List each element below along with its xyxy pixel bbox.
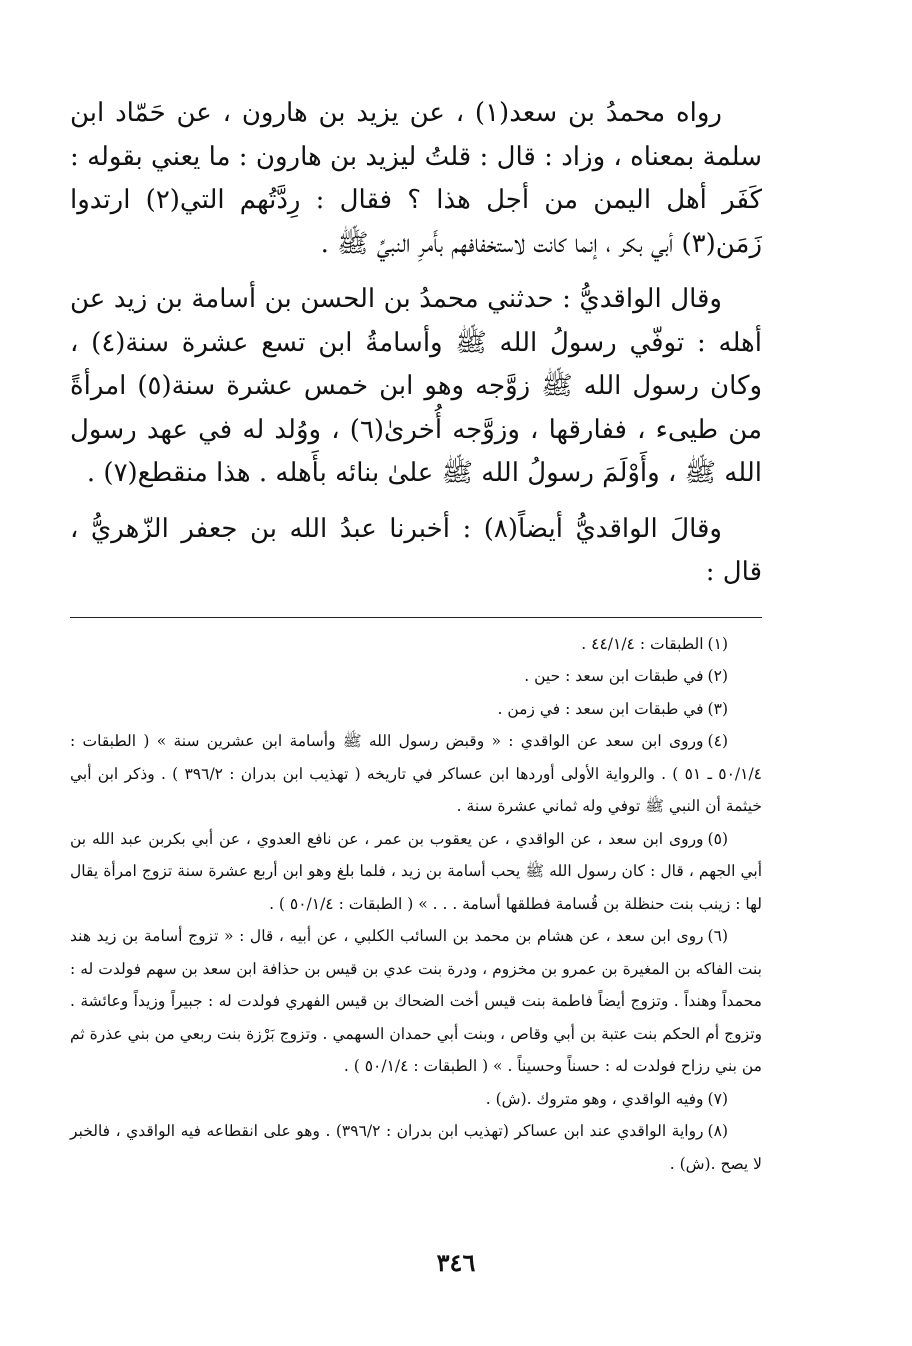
footnote-text: في طبقات ابن سعد : حين . <box>524 667 704 685</box>
page-content <box>70 92 762 1180</box>
body-paragraph-2: وقال الواقديُّ : حدثني محمدُ بن الحسن بن أسامة بن زيد عن أهله : توفّي رسولُ الله ﷺ وأسامةُ ابن تسع عشرة سنة(٤) ، وكان رسول الله ﷺ زوَّجه وهو ابن خمس عشرة سنة(٥) امرأةً من طيىء ، ففارقها ، وزوَّجه أُخرىٰ(٦) ، ووُلد له في عهد رسول الله ﷺ ، وأَوْلَمَ رسولُ الله ﷺ علىٰ بنائه بأَهله . هذا منقطع(٧) . <box>70 284 762 488</box>
footnote-8 <box>70 1115 762 1180</box>
footnote-number: (٧) <box>707 1089 728 1108</box>
footnote-number: (٨) <box>707 1122 728 1140</box>
main-text <box>70 92 762 595</box>
footnote-number: (٤) <box>707 732 728 750</box>
footnote-number: (٥) <box>707 829 728 848</box>
page-number: ٣٤٦ <box>436 1248 476 1277</box>
footnote-1 <box>70 628 762 661</box>
footnote-3 <box>70 693 762 726</box>
footnote-text: وفيه الواقدي ، وهو متروك .(ش) . <box>485 1089 704 1108</box>
footnote-text: الطبقات : ٤٤/١/٤ . <box>581 634 704 653</box>
footnote-text: رواية الواقدي عند ابن عساكر (تهذيب ابن بدران : ٣٩٦/٢) . وهو على انقطاعه فيه الواقدي ، فالخبر لا يصح .(ش) . <box>70 1122 762 1173</box>
footnote-2 <box>70 660 762 693</box>
footnote-text: في طبقات ابن سعد : في زمن . <box>497 699 704 718</box>
footnote-number: (٦) <box>707 927 728 945</box>
footnotes <box>70 628 762 1181</box>
footnote-number: (٣) <box>707 699 728 718</box>
footnote-4 <box>70 725 762 823</box>
footnote-7 <box>70 1083 762 1116</box>
footnote-text: روى ابن سعد ، عن هشام بن محمد بن السائب الكلبي ، عن أبيه ، قال : « تزوج أسامة بن زيد هند بنت الفاكه بن المغيرة بن عمرو بن مخزوم ، ودرة بنت عدي بن قيس بن حذافة ابن سعد بن سهم فولدت له : محمداً وهنداً . وتزوج أيضاً فاطمة بنت قيس أخت الضحاك بن قيس الفهري فولدت له : جبيراً وزيداً وعائشة . وتزوج أم الحكم بنت عتبة بن أبي وقاص ، وبنت أبي حمدان السهمي . وتزوج بَرْزة بنت ربعي من بني عذرة ثم من بني رزاح فولدت له : حسناً وحسيناً . » ( الطبقات : ٥٠/١/٤ ) . <box>70 927 762 1075</box>
footnote-number: (١) <box>707 634 728 653</box>
footnote-text: وروى ابن سعد ، عن الواقدي ، عن يعقوب بن عمر ، عن نافع العدوي ، عن أبي بكربن عبد الله بن أبي الجهم ، قال : كان رسول الله ﷺ يحب أسامة بن زيد ، فلما بلغ وهو ابن أربع عشرة سنة تزوج امرأة يقال لها : زينب بنت حنظلة بن قُسامة فطلقها أسامة . . . » ( الطبقات : ٥٠/١/٤ ) . <box>70 829 763 913</box>
footnote-5 <box>70 823 762 921</box>
body-paragraph-3: وقالَ الواقديُّ أيضاً(٨) : أخبرنا عبدُ الله بن جعفر الزّهريُّ ، قال : <box>70 513 762 587</box>
body-paragraph-1: رواه محمدُ بن سعد(١) ، عن يزيد بن هارون ، عن حَمّاد ابن سلمة بمعناه ، وزاد : قال : قلتُ ليزيد بن هارون : ما يعني بقوله : كَفَر أهل اليمن من أجل هذا ؟ فقال : رِدَّتُهم التي(٢) ارتدوا زَمَن(٣) أبي بكر ، إنما كانت لاستخفافهم بأَمرِ النبيِّ ﷺ . <box>70 98 762 259</box>
footnote-text: وروى ابن سعد عن الواقدي : « وقبض رسول الله ﷺ وأسامة ابن عشرين سنة » ( الطبقات : ٥٠/١/٤ ـ ٥١ ) . والرواية الأولى أوردها ابن عساكر في تاريخه ( تهذيب ابن بدران : ٣٩٦/٢ ) . وذكر ابن أبي خيثمة أن النبي ﷺ توفي وله ثماني عشرة سنة . <box>70 732 762 815</box>
footnote-number: (٢) <box>707 667 728 685</box>
footnote-6 <box>70 920 762 1083</box>
footnote-divider <box>70 617 762 618</box>
